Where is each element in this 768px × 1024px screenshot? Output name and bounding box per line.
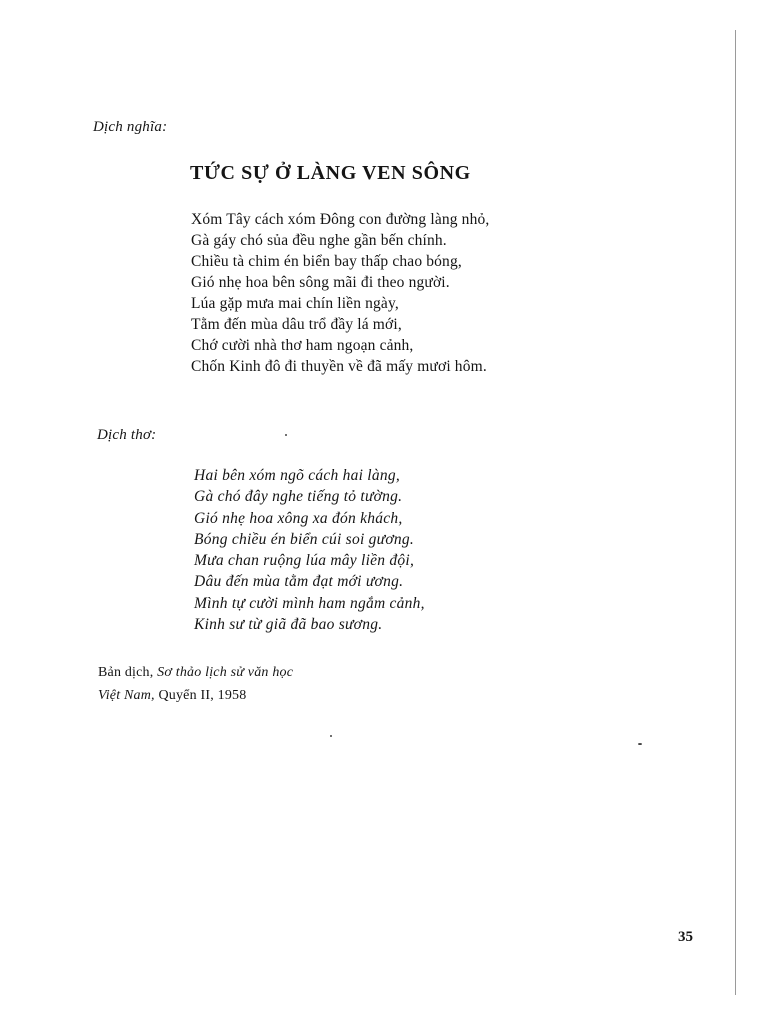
meaning-line: Xóm Tây cách xóm Đông con đường làng nhỏ,	[191, 211, 490, 228]
source-citation	[98, 661, 293, 707]
meaning-line: Chớ cười nhà thơ ham ngoạn cảnh,	[191, 337, 414, 354]
scan-speck	[285, 434, 287, 436]
meaning-line: Chiều tà chim én biển bay thấp chao bóng,	[191, 253, 462, 270]
source-line-1	[98, 661, 293, 684]
page-edge-line	[735, 30, 736, 995]
meaning-line: Tằm đến mùa dâu trổ đầy lá mới,	[191, 316, 402, 333]
meaning-line: Gió nhẹ hoa bên sông mãi đi theo người.	[191, 274, 450, 291]
meaning-translation	[191, 209, 489, 377]
source-prefix: Bản dịch,	[98, 665, 154, 680]
source-book-title: Sơ thảo lịch sử văn học	[157, 665, 294, 680]
section-label-poem: Dịch thơ:	[97, 427, 157, 443]
poem-translation	[194, 465, 425, 635]
poem-line: Kinh sư từ giã đã bao sương.	[194, 616, 383, 634]
meaning-line: Gà gáy chó sủa đều nghe gần bến chính.	[191, 232, 447, 249]
poem-line: Hai bên xóm ngõ cách hai làng,	[194, 467, 400, 484]
scan-speck	[638, 743, 642, 745]
meaning-line: Lúa gặp mưa mai chín liền ngày,	[191, 295, 399, 312]
poem-line: Dâu đến mùa tằm đạt mới ương.	[194, 573, 404, 591]
source-line-2	[98, 684, 293, 707]
poem-line: Mưa chan ruộng lúa mây liền đội,	[194, 552, 415, 570]
poem-line: Mình tự cười mình ham ngắm cảnh,	[194, 594, 425, 612]
poem-line: Gà chó đây nghe tiếng tỏ tường.	[194, 488, 403, 506]
source-book-title-cont: Việt Nam,	[98, 688, 155, 703]
poem-line: Gió nhẹ hoa xông xa đón khách,	[194, 509, 403, 527]
page-number: 35	[678, 929, 693, 945]
meaning-line: Chốn Kinh đô đi thuyền về đã mấy mươi hôm.	[191, 358, 487, 375]
section-label-meaning: Dịch nghĩa:	[93, 119, 168, 135]
poem-title: TỨC SỰ Ở LÀNG VEN SÔNG	[190, 162, 471, 184]
source-volume: Quyển II, 1958	[158, 688, 247, 703]
scan-speck	[330, 735, 332, 737]
poem-line: Bóng chiều én biển cúi soi gương.	[194, 530, 414, 548]
